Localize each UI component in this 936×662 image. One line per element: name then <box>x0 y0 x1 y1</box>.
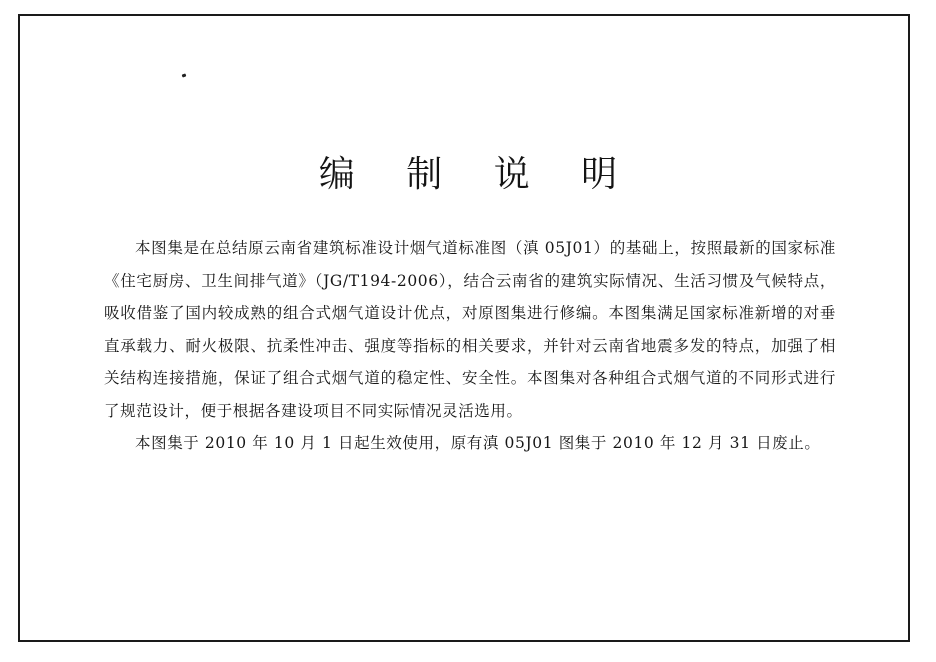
paragraph-intro: 本图集是在总结原云南省建筑标准设计烟气道标准图（滇 05J01）的基础上，按照最新的国家标准《住宅厨房、卫生间排气道》（JG/T194-2006），结合云南省的建筑实际情况、生活习惯及气候特点，吸收借鉴了国内较成熟的组合式烟气道设计优点，对原图集进行修编。本图集满足国家标准新增的对垂直承载力、耐火极限、抗柔性冲击、强度等指标的相关要求，并针对云南省地震多发的特点，加强了相关结构连接措施，保证了组合式烟气道的稳定性、安全性。本图集对各种组合式烟气道的不同形式进行了规范设计，便于根据各建设项目不同实际情况灵活选用。 <box>104 239 836 420</box>
document-body <box>104 232 836 460</box>
paragraph-effective-date: 本图集于 2010 年 10 月 1 日起生效使用，原有滇 05J01 图集于 2010 年 12 月 31 日废止。 <box>135 434 821 452</box>
document-title: 编 制 说 明 <box>318 154 638 196</box>
